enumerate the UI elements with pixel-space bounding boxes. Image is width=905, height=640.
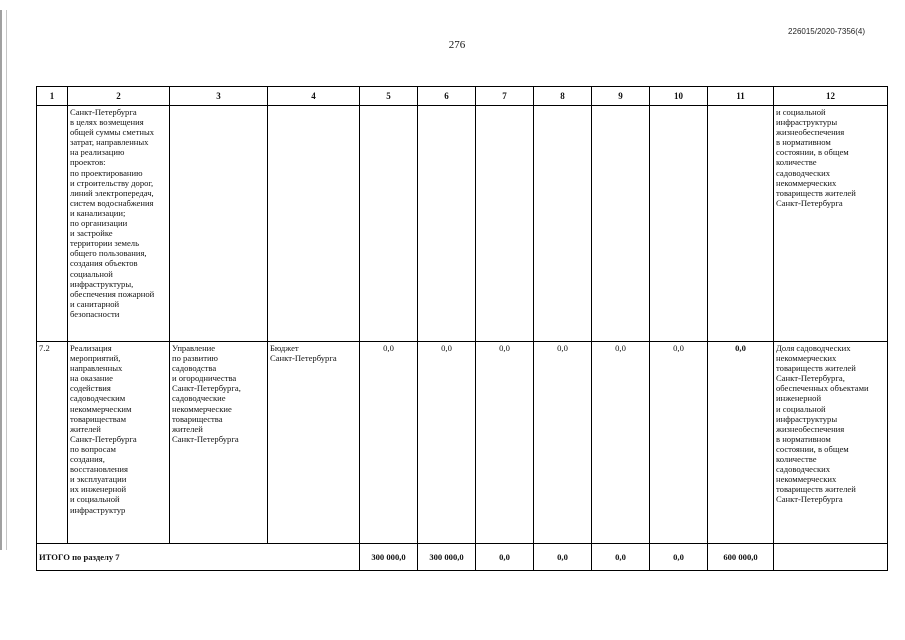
cell-value-col9: 0,0: [592, 342, 650, 544]
total-col7: 0,0: [476, 544, 534, 571]
cell-measure-description: Санкт-Петербурга в целях возмещения общей суммы сметных затрат, направленных на реализацию проектов: по проектированию и строительству дорог, линий электропередач, систем водоснабжения и канализации; по организации и застройке территории земель общего пользования, создания объектов социальной инфраструктуры, обеспечения пожарной и санитарной безопасности: [68, 106, 170, 342]
cell-empty: [268, 106, 360, 342]
cell-empty: [360, 106, 418, 342]
program-table: [36, 86, 888, 571]
cell-measure-description: Реализация мероприятий, направленных на оказание содействия садоводческим некоммерческим товариществам жителей Санкт-Петербурга по вопросам создания, восстановления и эксплуатации их инженерной и социальной инфраструктур: [68, 342, 170, 544]
cell-value-col10: 0,0: [650, 342, 708, 544]
cell-indicator: Доля садоводческих некоммерческих товариществ жителей Санкт-Петербурга, обеспеченных объектами инженерной и социальной инфраструктуры жизнеобеспечения в нормативном состоянии, в общем количестве садоводческих некоммерческих товариществ жителей Санкт-Петербурга: [774, 342, 888, 544]
total-col5: 300 000,0: [360, 544, 418, 571]
cell-empty: [37, 106, 68, 342]
table-row-continued: [37, 106, 888, 342]
cell-item-number: 7.2: [37, 342, 68, 544]
total-label: ИТОГО по разделу 7: [37, 544, 360, 571]
total-col12: [774, 544, 888, 571]
total-col9: 0,0: [592, 544, 650, 571]
column-number-12: 12: [774, 87, 888, 106]
page-number: 276: [448, 39, 466, 51]
total-row: [37, 544, 888, 571]
document-code: 226015/2020-7356(4): [788, 27, 865, 36]
cell-empty: [476, 106, 534, 342]
total-col6: 300 000,0: [418, 544, 476, 571]
cell-value-col7: 0,0: [476, 342, 534, 544]
column-number-11: 11: [708, 87, 774, 106]
cell-funding-source: Бюджет Санкт-Петербурга: [268, 342, 360, 544]
column-number-7: 7: [476, 87, 534, 106]
column-number-9: 9: [592, 87, 650, 106]
cell-value-col6: 0,0: [418, 342, 476, 544]
column-number-8: 8: [534, 87, 592, 106]
column-number-1: 1: [37, 87, 68, 106]
cell-value-col11: 0,0: [708, 342, 774, 544]
column-number-4: 4: [268, 87, 360, 106]
cell-empty: [708, 106, 774, 342]
cell-executor: Управление по развитию садоводства и огородничества Санкт-Петербурга, садоводческие некоммерческие товарищества жителей Санкт-Петербурга: [170, 342, 268, 544]
cell-indicator: и социальной инфраструктуры жизнеобеспечения в нормативном состоянии, в общем количестве садоводческих некоммерческих товариществ жителей Санкт-Петербурга: [774, 106, 888, 342]
cell-empty: [170, 106, 268, 342]
cell-empty: [592, 106, 650, 342]
table-row-7-2: [37, 342, 888, 544]
column-number-row: [37, 87, 888, 106]
column-number-3: 3: [170, 87, 268, 106]
scan-edge-mark: [0, 10, 7, 550]
cell-value-col5: 0,0: [360, 342, 418, 544]
total-col10: 0,0: [650, 544, 708, 571]
column-number-10: 10: [650, 87, 708, 106]
total-col11: 600 000,0: [708, 544, 774, 571]
cell-value-col8: 0,0: [534, 342, 592, 544]
column-number-6: 6: [418, 87, 476, 106]
cell-empty: [534, 106, 592, 342]
column-number-2: 2: [68, 87, 170, 106]
total-col8: 0,0: [534, 544, 592, 571]
cell-empty: [418, 106, 476, 342]
column-number-5: 5: [360, 87, 418, 106]
cell-empty: [650, 106, 708, 342]
